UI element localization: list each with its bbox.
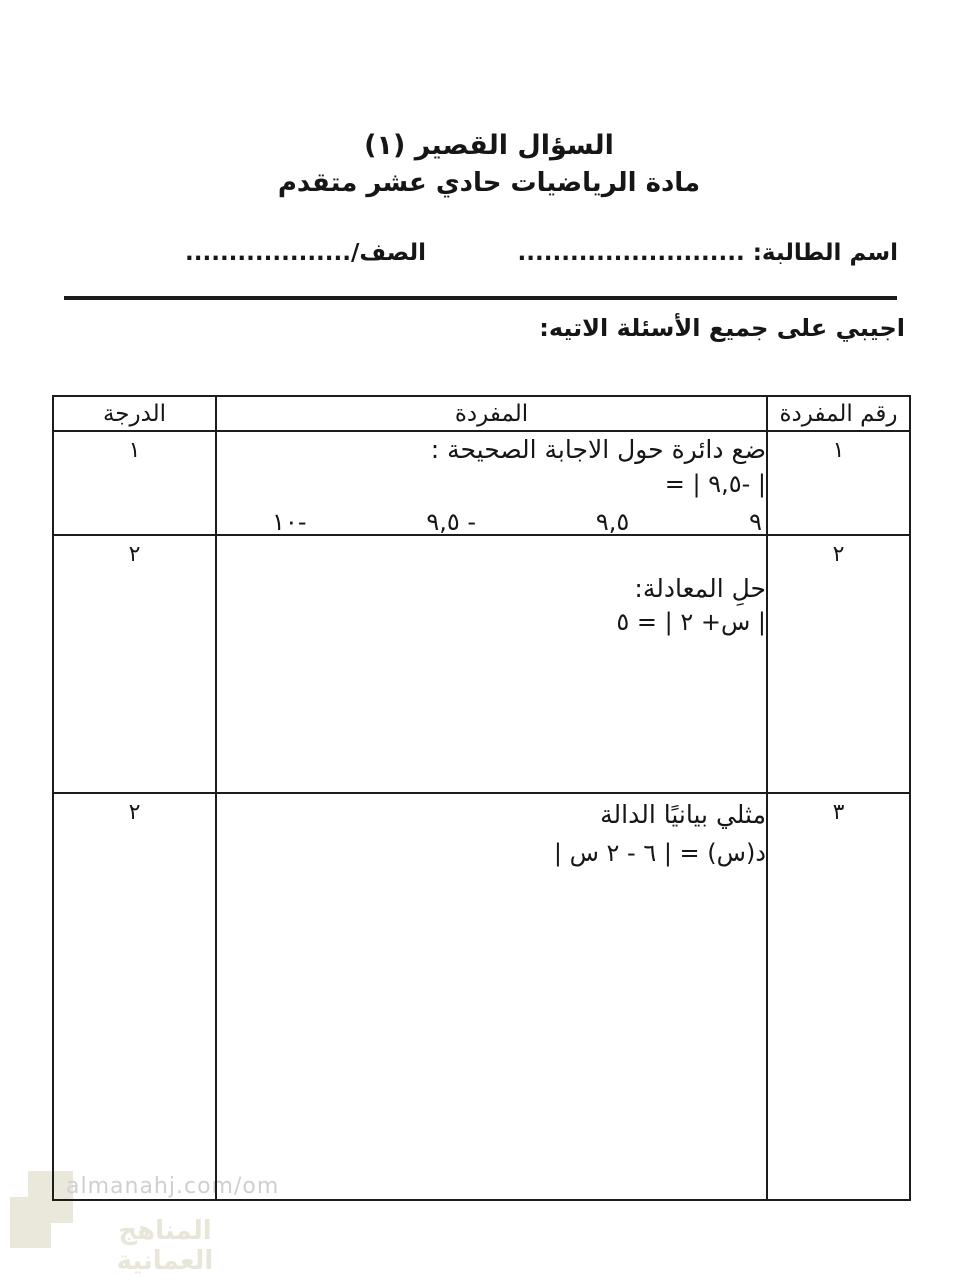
column-header-grade: الدرجة bbox=[54, 397, 215, 432]
question-1-grade: ١ bbox=[54, 432, 215, 536]
question-1-number: ١ bbox=[768, 432, 909, 536]
class-field: الصف/................... bbox=[185, 240, 426, 266]
question-3-prompt: مثلي بيانيًا الدالة bbox=[600, 800, 766, 829]
column-header-item: المفردة bbox=[215, 397, 768, 432]
divider-rule bbox=[64, 296, 897, 300]
question-1-prompt: ضع دائرة حول الاجابة الصحيحة : bbox=[430, 435, 766, 464]
watermark-logo: المناهج العمانية bbox=[116, 1216, 214, 1276]
option-b: ٩,٥ bbox=[595, 508, 630, 536]
student-name-field: اسم الطالبة: .......................... bbox=[517, 240, 898, 266]
exam-title: السؤال القصير (١) bbox=[364, 130, 614, 161]
question-2-grade: ٢ bbox=[54, 536, 215, 794]
option-d: -١٠ bbox=[272, 508, 307, 536]
question-2-prompt: حلِ المعادلة: bbox=[634, 574, 766, 603]
question-2-number: ٢ bbox=[768, 536, 909, 794]
option-c: - ٩,٥ bbox=[426, 508, 477, 536]
instruction-text: اجيبي على جميع الأسئلة الاتيه: bbox=[539, 314, 905, 342]
question-1-content bbox=[215, 432, 768, 536]
watermark-url: almanahj.com/om bbox=[66, 1174, 280, 1199]
column-header-item-number: رقم المفردة bbox=[768, 397, 909, 432]
watermark-block bbox=[10, 1197, 51, 1248]
question-2-expression: | س+ ٢ | = ٥ bbox=[616, 608, 766, 636]
questions-table bbox=[52, 395, 911, 1201]
question-1-expression: | -٩,٥ | = bbox=[664, 470, 766, 498]
option-a: ٩ bbox=[749, 508, 762, 536]
name-class-row bbox=[185, 240, 898, 266]
question-3-number: ٣ bbox=[832, 800, 845, 825]
exam-subject-title: مادة الرياضيات حادي عشر متقدم bbox=[277, 168, 701, 198]
question-3-content bbox=[215, 794, 768, 1199]
question-3-expression: د(س) = | ٦ - ٢ س | bbox=[553, 839, 766, 867]
question-2-content bbox=[215, 536, 768, 794]
question-1-options bbox=[217, 498, 766, 536]
question-3-grade: ٢ bbox=[128, 800, 141, 825]
